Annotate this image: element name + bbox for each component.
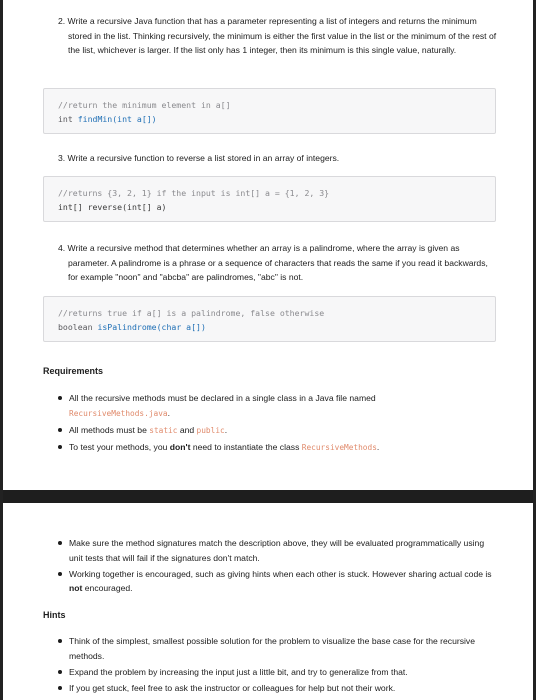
list-item — [58, 567, 496, 596]
inline-code: RecursiveMethods — [301, 442, 377, 452]
bullet-icon — [58, 428, 62, 432]
list-item — [58, 634, 496, 663]
requirements-list — [58, 391, 496, 457]
list-item-text: . — [167, 407, 170, 418]
inline-code: public — [196, 425, 225, 435]
bullet-icon — [58, 670, 62, 674]
page-bottom — [0, 503, 536, 700]
list-item — [58, 665, 496, 680]
list-item-text: encouraged. — [84, 583, 133, 594]
list-item-text: Make sure the method signatures match the description above, they will be evaluated programmatically using unit tests that will fail if the signatures don't match. — [69, 538, 485, 563]
bullet-icon — [58, 541, 62, 545]
list-item-text: and — [179, 424, 195, 435]
bold-text: not — [69, 583, 83, 594]
list-item — [58, 391, 496, 421]
list-item — [58, 536, 496, 565]
list-item — [58, 423, 496, 439]
inline-code: static — [149, 425, 178, 435]
list-item-text: If you get stuck, feel free to ask the instructor or colleagues for help but not their work. — [69, 682, 396, 693]
code-comment: //return the minimum element in a[] — [58, 100, 231, 110]
bold-text: don't — [169, 441, 191, 452]
hints-list — [58, 634, 496, 697]
list-item-text: . — [376, 441, 380, 452]
code-return-type: int — [58, 114, 73, 124]
list-item-text: need to instantiate the class — [192, 441, 300, 452]
code-block-ispalindrome — [43, 296, 496, 342]
code-params: (int a[]) — [112, 114, 157, 124]
list-item-text: Expand the problem by increasing the input just a little bit, and try to generalize from that. — [69, 666, 408, 677]
code-function-name: findMin — [77, 114, 113, 124]
list-item — [58, 681, 496, 696]
bullet-icon — [58, 396, 62, 400]
question-2-text: 2. Write a recursive Java function that has a parameter representing a list of integers and returns the minimum stored in the list. Thinking recursively, the minimum is either the first value in the list or the minimum of the rest of the list, whichever is larger. If the list only has 1 integer, then its minimum is this single value, naturally. — [58, 16, 497, 56]
requirements-heading: Requirements — [43, 366, 104, 376]
question-3-text: 3. Write a recursive function to reverse a list stored in an array of integers. — [58, 153, 340, 163]
list-item-text: All the recursive methods must be declared in a single class in a Java file named — [69, 393, 376, 403]
page-separator — [0, 490, 536, 503]
bullet-icon — [58, 445, 62, 449]
inline-code: RecursiveMethods.java — [69, 408, 168, 418]
list-item-text: To test your methods, you — [69, 441, 168, 452]
code-function-name: isPalindrome — [97, 322, 157, 332]
code-block-reverse — [43, 176, 496, 222]
code-comment: //returns true if a[] is a palindrome, false otherwise — [58, 308, 325, 318]
code-params: (char a[]) — [156, 322, 206, 332]
code-comment: //returns {3, 2, 1} if the input is int[] a = {1, 2, 3} — [58, 188, 330, 198]
code-return-type: boolean — [58, 322, 93, 332]
bullet-icon — [58, 639, 62, 643]
list-item — [58, 440, 496, 456]
bullet-icon — [58, 572, 62, 576]
question-4-text: 4. Write a recursive method that determines whether an array is a palindrome, where the array is given as parameter. A palindrome is a phrase or a sequence of characters that reads the same if you read it backwards, for example "noon" and "abcba" are palindromes, "abc" is not. — [58, 243, 488, 283]
list-item-text: All methods must be — [69, 424, 147, 435]
list-item-text: Working together is encouraged, such as giving hints when each other is stuck. However sharing actual code is — [69, 568, 492, 579]
hints-heading: Hints — [43, 610, 66, 620]
list-item-text: Think of the simplest, smallest possible solution for the problem to visualize the base case for the recursive methods. — [69, 636, 476, 661]
code-signature: int[] reverse(int[] a) — [58, 202, 167, 212]
bullet-icon — [58, 686, 62, 690]
list-item-text: . — [224, 424, 228, 435]
frame-border-left — [0, 0, 3, 700]
code-block-findmin — [43, 88, 496, 134]
more-requirements-list — [58, 536, 496, 597]
